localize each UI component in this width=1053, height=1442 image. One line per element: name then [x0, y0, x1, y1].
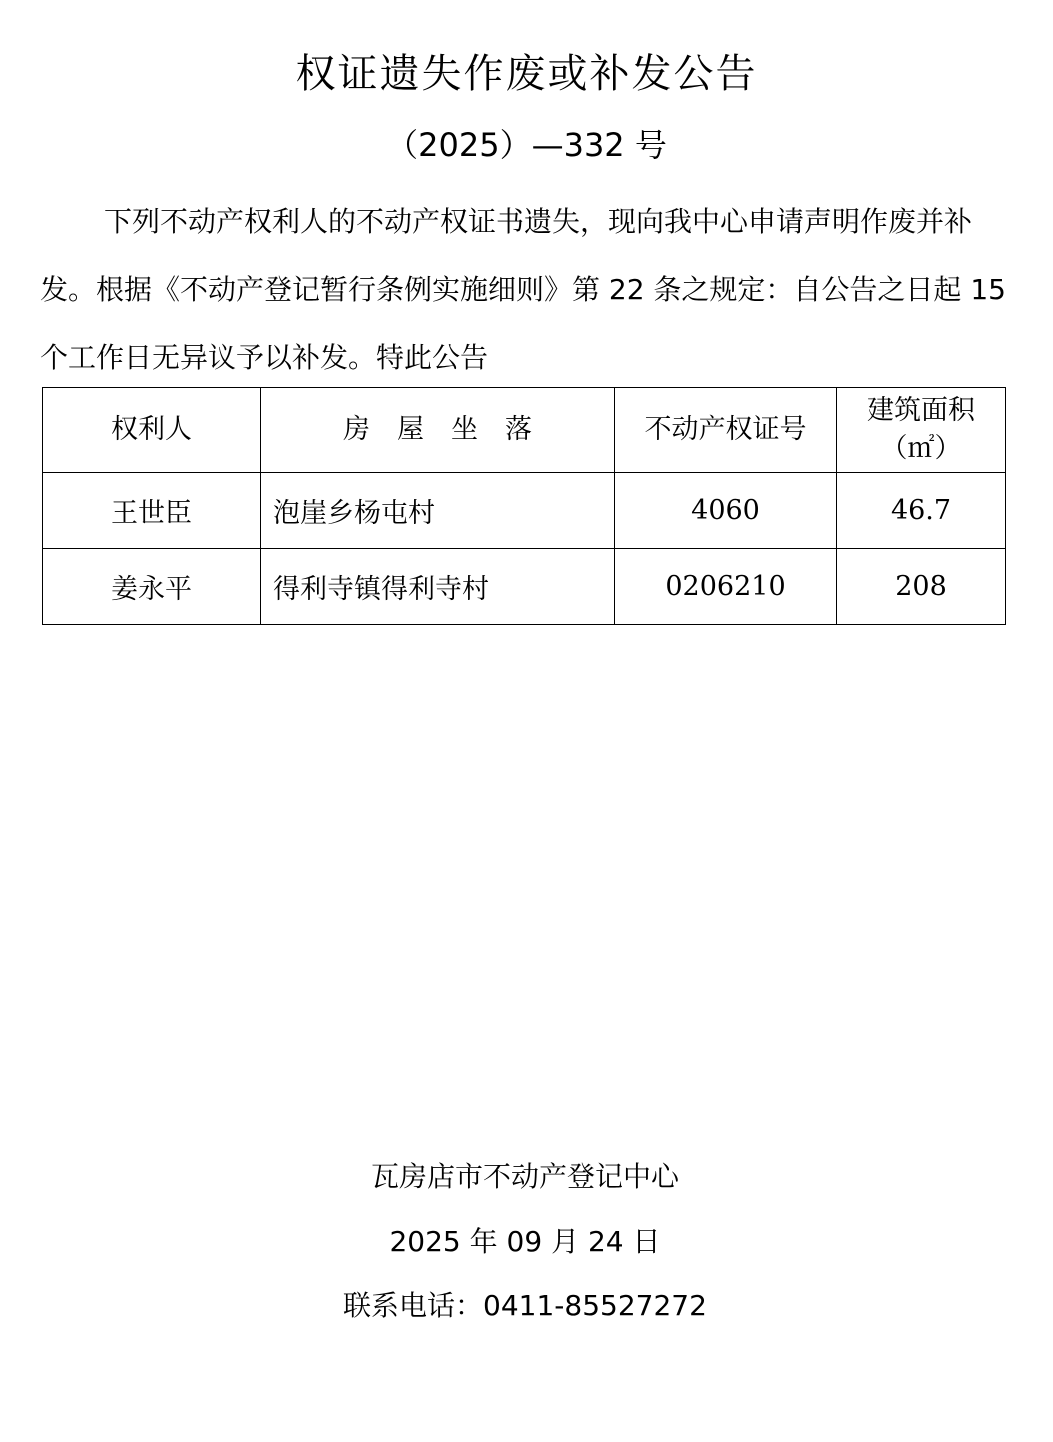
- cell-owner: 姜永平: [43, 549, 261, 625]
- footer-phone: 联系电话：0411-85527272: [343, 1289, 707, 1322]
- notice-body: 下列不动产权利人的不动产权证书遗失，现向我中心申请声明作废并补发。根据《不动产登记暂行条例实施细则》第 22 条之规定：自公告之日起 15 个工作日无异议予以补发。特此公告: [40, 205, 1006, 374]
- footer-issuer: 瓦房店市不动产登记中心: [370, 1160, 679, 1193]
- table-row: [43, 549, 1006, 625]
- header-area-unit: （㎡）: [880, 433, 962, 464]
- notice-doc-number: （2025）—332 号: [386, 126, 667, 164]
- header-cert-no: 不动产权证号: [615, 388, 837, 473]
- cell-area: 208: [837, 549, 1006, 625]
- header-location: 房 屋 坐 落: [261, 388, 615, 473]
- table-row: [43, 473, 1006, 549]
- records-table: [42, 387, 1006, 625]
- table-header-row: [43, 388, 1006, 473]
- footer-date: 2025 年 09 月 24 日: [389, 1225, 661, 1258]
- cell-location: 泡崖乡杨屯村: [261, 473, 615, 549]
- notice-title: 权证遗失作废或补发公告: [295, 51, 758, 97]
- header-area-label: 建筑面积: [867, 395, 975, 426]
- cell-area: 46.7: [837, 473, 1006, 549]
- cell-location: 得利寺镇得利寺村: [261, 549, 615, 625]
- cell-owner: 王世臣: [43, 473, 261, 549]
- cell-cert-no: 0206210: [615, 549, 837, 625]
- header-area: [837, 388, 1006, 473]
- cell-cert-no: 4060: [615, 473, 837, 549]
- header-owner: 权利人: [43, 388, 261, 473]
